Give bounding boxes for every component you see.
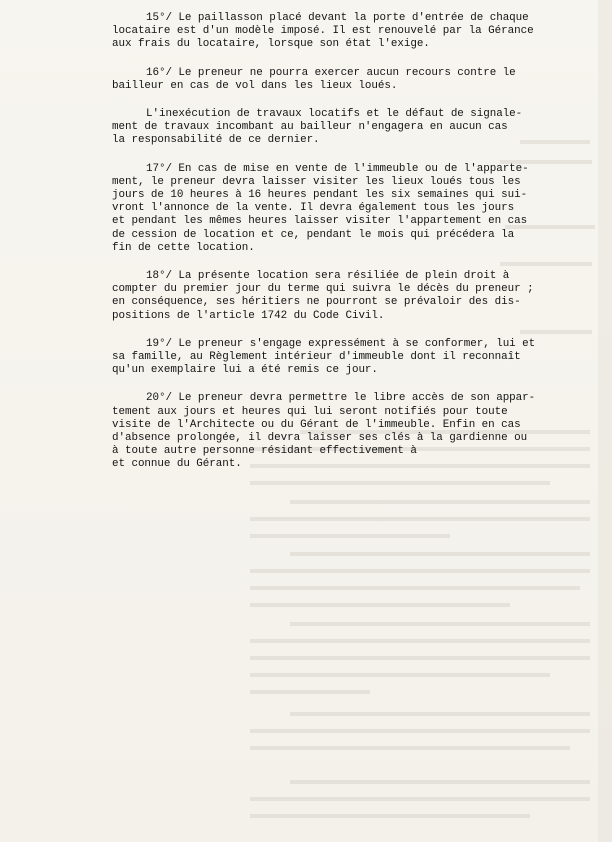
text-line: 16°/ Le preneur ne pourra exercer aucun recours contre le: [146, 66, 516, 79]
text-line: 18°/ La présente location sera résiliée de plein droit à: [146, 270, 510, 283]
text-line: la responsabilité de ce dernier.: [112, 134, 320, 147]
text-line: vront l'annonce de la vente. Il devra également tous les jours: [112, 202, 515, 215]
text-line: de cession de location et ce, pendant le mois qui précédera la: [112, 228, 515, 241]
text-line: locataire est d'un modèle imposé. Il est renouvelé par la Gérance: [112, 25, 534, 38]
text-line: bailleur en cas de vol dans les lieux loués.: [112, 79, 398, 92]
document-body: [112, 12, 562, 487]
text-line: d'absence prolongée, il devra laisser ses clés à la gardienne ou: [112, 432, 528, 445]
text-line: qu'un exemplaire lui a été remis ce jour.: [112, 364, 378, 377]
text-line: 19°/ Le preneur s'engage expressément à se conformer, lui et: [146, 337, 536, 350]
text-line: 15°/ Le paillasson placé devant la porte d'entrée de chaque: [146, 12, 529, 24]
text-line: ment de travaux incombant au bailleur n'engagera en aucun cas: [112, 121, 508, 134]
text-line: 17°/ En cas de mise en vente de l'immeuble ou de l'apparte-: [146, 162, 529, 175]
text-line: et pendant les mêmes heures laisser visiter l'appartement en cas: [112, 215, 528, 228]
clause-20: [112, 392, 562, 471]
clause-17: [112, 163, 562, 255]
page-edge-shadow: [598, 0, 612, 842]
text-line: en conséquence, ses héritiers ne pourront se prévaloir des dis-: [112, 296, 521, 309]
text-line: compter du premier jour du terme qui suivra le décès du preneur ;: [112, 283, 534, 296]
text-line: jours de 10 heures à 16 heures pendant les six semaines qui sui-: [112, 189, 528, 202]
text-line: visite de l'Architecte ou du Gérant de l'immeuble. Enfin en cas: [112, 418, 521, 431]
text-line: sa famille, au Règlement intérieur d'immeuble dont il reconnaît: [112, 351, 521, 364]
text-line: ment, le preneur devra laisser visiter les lieux loués tous les: [112, 175, 521, 188]
text-line: aux frais du locataire, lorsque son état l'exige.: [112, 38, 430, 51]
clause-16-continued: [112, 108, 562, 148]
text-line: L'inexécution de travaux locatifs et le défaut de signale-: [146, 108, 523, 121]
clause-18: [112, 270, 562, 323]
text-line: fin de cette location.: [112, 241, 255, 254]
text-line: à toute autre personne résidant effectivement à: [112, 445, 417, 458]
clause-19: [112, 338, 562, 378]
clause-15: [112, 12, 562, 52]
text-line: positions de l'article 1742 du Code Civil.: [112, 309, 385, 322]
text-line: 20°/ Le preneur devra permettre le libre accès de son appar-: [146, 392, 536, 405]
text-line: et connue du Gérant.: [112, 458, 242, 471]
text-line: tement aux jours et heures qui lui seront notifiés pour toute: [112, 405, 508, 418]
clause-16: [112, 67, 562, 93]
